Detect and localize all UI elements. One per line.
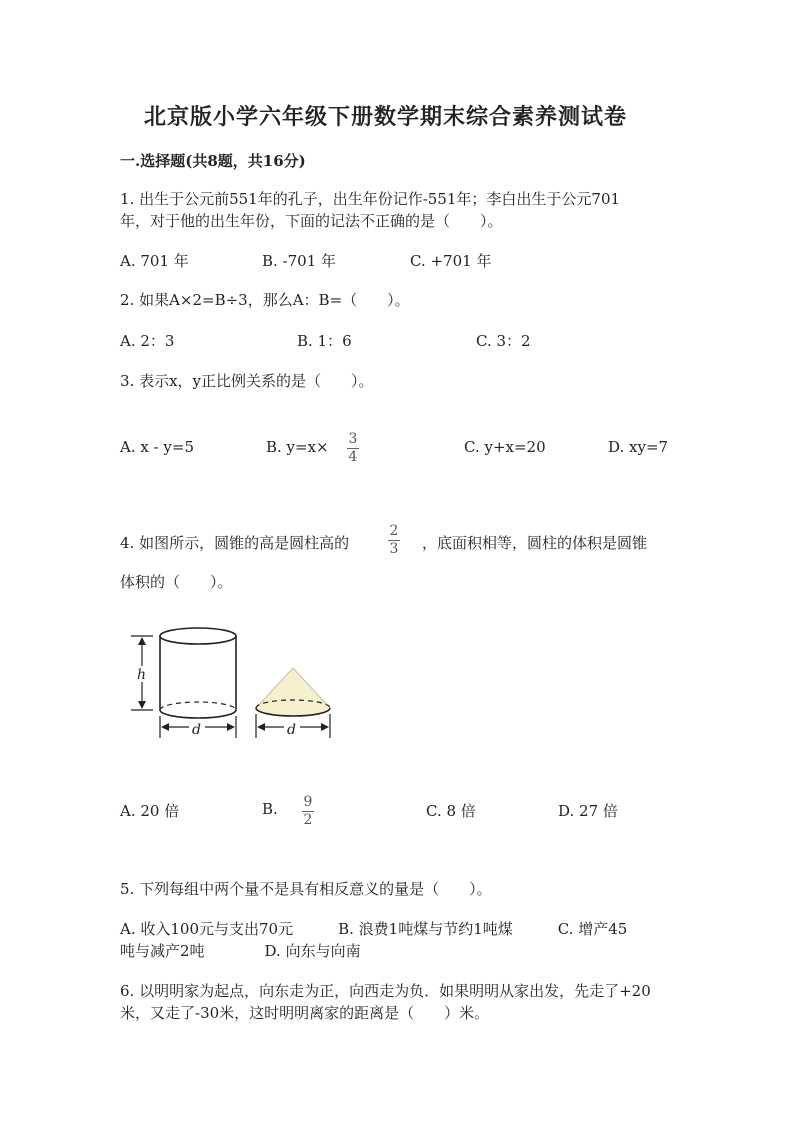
question-2-option-c: C. 3：2 [476,332,531,350]
height-label: h [137,667,147,683]
fraction-denominator: 2 [303,812,313,828]
question-3-option-d: D. xy=7 [608,438,669,456]
question-1-option-b: B. -701 年 [262,252,337,270]
question-4-line-1a: 4. 如图所示，圆锥的高是圆柱高的 [120,534,350,552]
question-5-line-1: 5. 下列每组中两个量不是具有相反意义的量是（ ）。 [120,880,492,898]
cylinder-diameter-label: d [192,722,201,738]
question-4-option-b: B. [262,800,278,818]
question-2-option-a: A. 2：3 [120,332,175,350]
question-5-options-line-1: A. 收入100元与支出70元 B. 浪费1吨煤与节约1吨煤 C. 增产45 [120,920,628,938]
page-title: 北京版小学六年级下册数学期末综合素养测试卷 [144,104,628,130]
question-1-option-a: A. 701 年 [120,252,189,270]
question-4-option-b-fraction [302,795,314,828]
question-4-fraction [388,524,400,557]
question-1-line-2: 年，对于他的出生年份，下面的记法不正确的是（ ）。 [120,212,503,230]
question-4-line-2: 体积的（ ）。 [120,573,233,591]
question-1-option-c: C. +701 年 [410,252,492,270]
cylinder-cone-figure [125,620,340,745]
question-4-option-d: D. 27 倍 [558,802,618,820]
cylinder-shape [160,628,236,718]
cone-diameter-label: d [287,722,296,738]
question-3-option-b: B. y=x× [266,438,329,456]
cone-shape [256,668,330,716]
fraction-numerator: 9 [303,794,313,810]
question-4-option-c: C. 8 倍 [426,802,476,820]
fraction-denominator: 4 [348,449,358,465]
question-2-line-1: 2. 如果A×2=B÷3，那么A：B=（ ）。 [120,291,410,309]
question-2-option-b: B. 1：6 [297,332,352,350]
question-6-line-2: 米，又走了-30米，这时明明离家的距离是（ ）米。 [120,1004,490,1022]
question-3-option-a: A. x - y=5 [120,438,195,456]
question-1-line-1: 1. 出生于公元前551年的孔子，出生年份记作-551年；李白出生于公元701 [120,190,621,208]
question-5-options-line-2: 吨与减产2吨 D. 向东与向南 [120,942,361,960]
section-heading: 一.选择题(共8题，共16分) [120,152,306,170]
question-3-option-c: C. y+x=20 [464,438,546,456]
fraction-numerator: 2 [389,523,399,539]
question-4-line-1b: ，底面积相等，圆柱的体积是圆锥 [422,534,648,552]
fraction-numerator: 3 [348,431,358,447]
fraction-denominator: 3 [389,541,399,557]
question-4-option-a: A. 20 倍 [120,802,180,820]
question-6-line-1: 6. 以明明家为起点，向东走为正，向西走为负．如果明明从家出发，先走了+20 [120,982,651,1000]
question-3-line-1: 3. 表示x，y正比例关系的是（ ）。 [120,372,374,390]
question-3-fraction [347,432,359,465]
